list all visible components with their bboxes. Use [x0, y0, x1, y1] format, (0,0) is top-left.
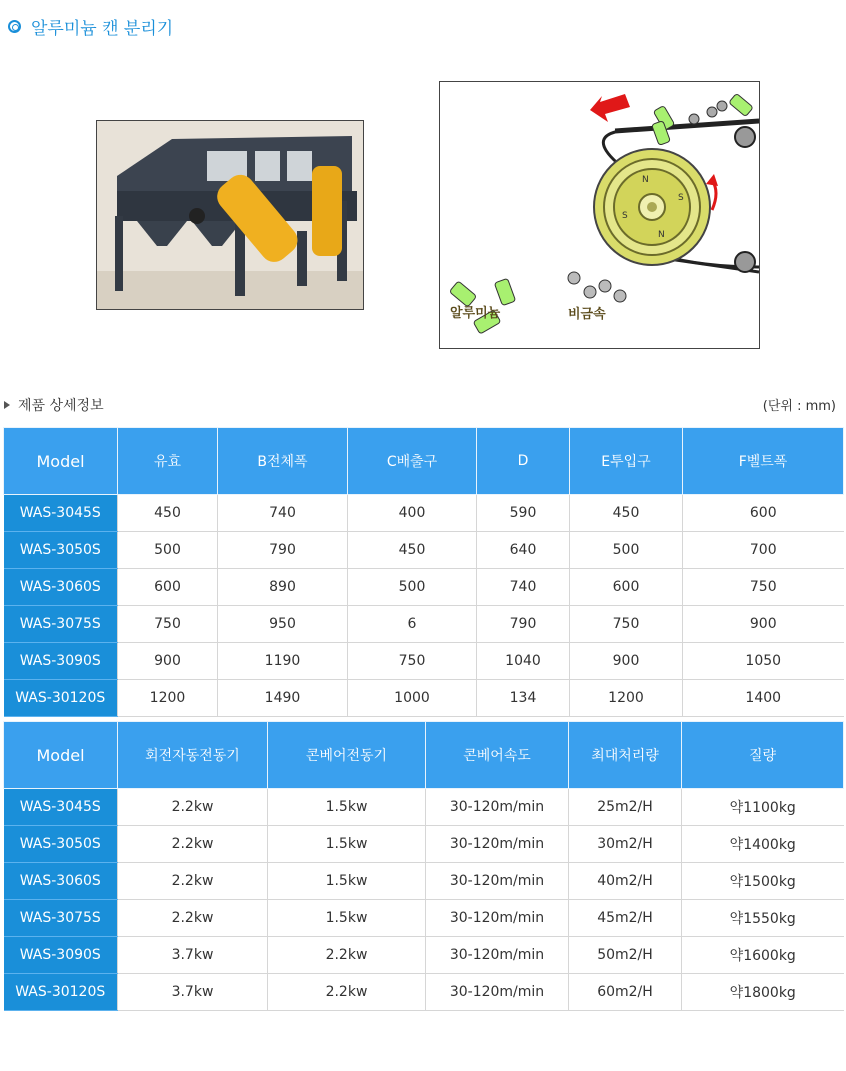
table-cell: 600	[118, 569, 218, 606]
table-row	[4, 826, 844, 863]
table-row	[4, 680, 844, 717]
table-cell: 1.5kw	[268, 863, 426, 900]
table-cell: 약1500kg	[682, 863, 844, 900]
table-cell: 30m2/H	[569, 826, 682, 863]
table-cell: 600	[683, 495, 844, 532]
model-cell: WAS-3045S	[4, 789, 118, 826]
table-cell: 약1550kg	[682, 900, 844, 937]
table-cell: 750	[570, 606, 683, 643]
table-cell: 30-120m/min	[426, 789, 569, 826]
table-cell: 50m2/H	[569, 937, 682, 974]
column-header: C배출구	[348, 428, 477, 495]
table-cell: 2.2kw	[118, 900, 268, 937]
column-header: Model	[4, 722, 118, 789]
pole-s-right: S	[678, 193, 684, 203]
model-cell: WAS-30120S	[4, 974, 118, 1011]
table-cell: 640	[477, 532, 570, 569]
table-cell: 1200	[118, 680, 218, 717]
column-header: 회전자동전동기	[118, 722, 268, 789]
table-row	[4, 643, 844, 680]
table-row	[4, 495, 844, 532]
pole-s-left: S	[622, 211, 628, 221]
spec-table-dimensions	[3, 427, 844, 717]
column-header: E투입구	[570, 428, 683, 495]
spec-table-performance	[3, 721, 844, 1011]
table-cell: 1200	[570, 680, 683, 717]
circle-bullet-icon	[8, 20, 21, 33]
table-cell: 6	[348, 606, 477, 643]
table-cell: 45m2/H	[569, 900, 682, 937]
column-header: 콘베어속도	[426, 722, 569, 789]
table-row	[4, 789, 844, 826]
table-row	[4, 532, 844, 569]
table-cell: 900	[683, 606, 844, 643]
table-header-row	[4, 722, 844, 789]
column-header: 최대처리량	[569, 722, 682, 789]
model-cell: WAS-3075S	[4, 900, 118, 937]
table-cell: 450	[348, 532, 477, 569]
pole-n-bottom: N	[658, 230, 665, 240]
table-cell: 30-120m/min	[426, 900, 569, 937]
table-cell: 450	[570, 495, 683, 532]
table-cell: 900	[118, 643, 218, 680]
model-cell: WAS-3060S	[4, 863, 118, 900]
column-header: F벨트폭	[683, 428, 844, 495]
table-cell: 약1100kg	[682, 789, 844, 826]
table-cell: 1190	[218, 643, 348, 680]
model-cell: WAS-3045S	[4, 495, 118, 532]
model-cell: WAS-3075S	[4, 606, 118, 643]
table-cell: 1.5kw	[268, 900, 426, 937]
table-cell: 750	[683, 569, 844, 606]
table-cell: 30-120m/min	[426, 937, 569, 974]
table-cell: 1490	[218, 680, 348, 717]
table-row	[4, 900, 844, 937]
table-cell: 3.7kw	[118, 937, 268, 974]
triangle-bullet-icon	[4, 401, 10, 409]
table-row	[4, 606, 844, 643]
table-cell: 2.2kw	[268, 937, 426, 974]
table-cell: 790	[477, 606, 570, 643]
nonferrous-label: 비금속	[568, 307, 606, 322]
section-heading-text: 제품 상세정보	[18, 398, 104, 414]
table-cell: 1400	[683, 680, 844, 717]
table-cell: 1.5kw	[268, 826, 426, 863]
table-cell: 740	[477, 569, 570, 606]
table-cell: 1040	[477, 643, 570, 680]
table-cell: 2.2kw	[118, 863, 268, 900]
aluminum-label: 알루미늄	[450, 306, 501, 321]
table-cell: 30-120m/min	[426, 826, 569, 863]
table-cell: 1000	[348, 680, 477, 717]
section-heading	[4, 395, 104, 415]
column-header: D	[477, 428, 570, 495]
column-header: 콘베어전동기	[268, 722, 426, 789]
table-cell: 950	[218, 606, 348, 643]
table-cell: 750	[118, 606, 218, 643]
table-cell: 30-120m/min	[426, 974, 569, 1011]
table-row	[4, 569, 844, 606]
table-cell: 500	[570, 532, 683, 569]
table-row	[4, 974, 844, 1011]
table-row	[4, 863, 844, 900]
table-cell: 790	[218, 532, 348, 569]
table-cell: 3.7kw	[118, 974, 268, 1011]
table-cell: 30-120m/min	[426, 863, 569, 900]
table-cell: 134	[477, 680, 570, 717]
machine-photo	[96, 120, 364, 310]
unit-label: (단위 : mm)	[762, 399, 836, 414]
model-cell: WAS-3090S	[4, 937, 118, 974]
model-cell: WAS-30120S	[4, 680, 118, 717]
table-cell: 2.2kw	[118, 826, 268, 863]
table-header-row	[4, 428, 844, 495]
table-cell: 590	[477, 495, 570, 532]
table-cell: 약1400kg	[682, 826, 844, 863]
column-header: 유효	[118, 428, 218, 495]
table-cell: 500	[118, 532, 218, 569]
page-title-text: 알루미늄 캔 분리기	[31, 19, 174, 39]
column-header: Model	[4, 428, 118, 495]
table-cell: 25m2/H	[569, 789, 682, 826]
column-header: B전체폭	[218, 428, 348, 495]
model-cell: WAS-3060S	[4, 569, 118, 606]
table-cell: 2.2kw	[118, 789, 268, 826]
table-cell: 600	[570, 569, 683, 606]
model-cell: WAS-3050S	[4, 532, 118, 569]
table-cell: 40m2/H	[569, 863, 682, 900]
table-cell: 750	[348, 643, 477, 680]
model-cell: WAS-3090S	[4, 643, 118, 680]
table-cell: 500	[348, 569, 477, 606]
table-cell: 700	[683, 532, 844, 569]
pole-n-top: N	[642, 175, 649, 185]
column-header: 질량	[682, 722, 844, 789]
separation-diagram	[439, 81, 760, 349]
table-cell: 900	[570, 643, 683, 680]
table-cell: 1050	[683, 643, 844, 680]
table-cell: 2.2kw	[268, 974, 426, 1011]
table-cell: 1.5kw	[268, 789, 426, 826]
table-cell: 740	[218, 495, 348, 532]
table-cell: 400	[348, 495, 477, 532]
table-cell: 약1600kg	[682, 937, 844, 974]
table-cell: 890	[218, 569, 348, 606]
table-cell: 약1800kg	[682, 974, 844, 1011]
table-cell: 450	[118, 495, 218, 532]
table-cell: 60m2/H	[569, 974, 682, 1011]
model-cell: WAS-3050S	[4, 826, 118, 863]
page-title	[8, 14, 173, 39]
table-row	[4, 937, 844, 974]
